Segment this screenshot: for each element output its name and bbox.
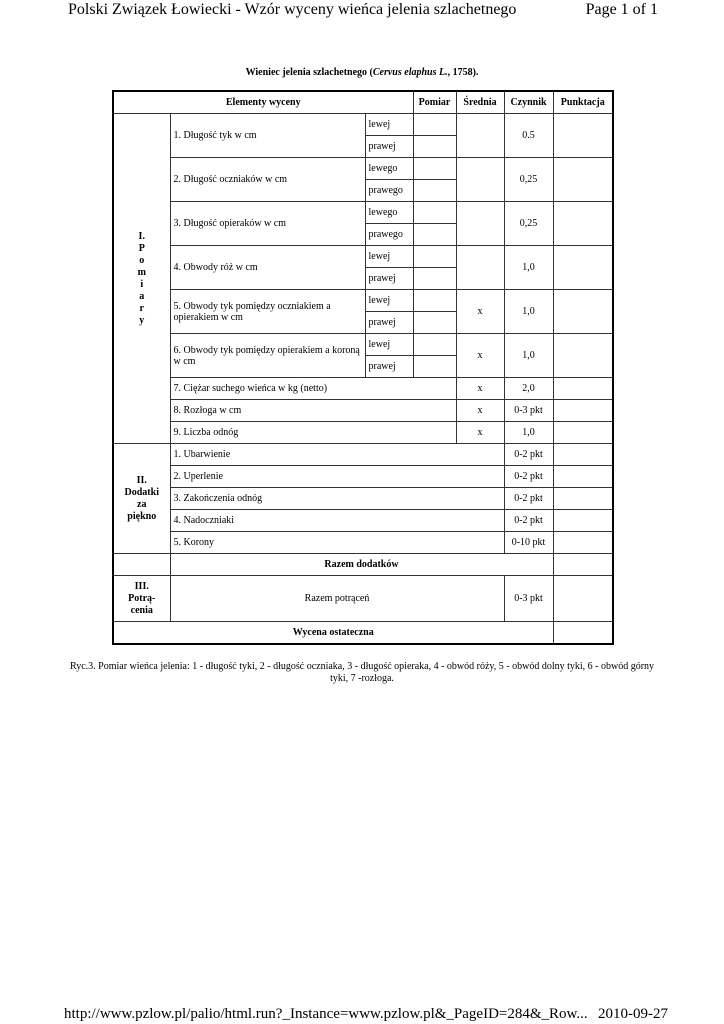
score-cell [553, 488, 613, 510]
measure-cell [413, 158, 456, 180]
table-row [113, 334, 613, 356]
average-cell [456, 114, 504, 158]
side-label: prawego [365, 180, 413, 202]
header-average: Średnia [456, 91, 504, 114]
table-row [113, 158, 613, 180]
table-row [113, 488, 613, 510]
average-cell: x [456, 400, 504, 422]
score-cell [553, 400, 613, 422]
header-row [113, 91, 613, 114]
item-name: 5. Korony [170, 532, 504, 554]
score-cell [553, 158, 613, 202]
header-measure: Pomiar [413, 91, 456, 114]
item-name: 1. Ubarwienie [170, 444, 504, 466]
title-prefix: Wieniec jelenia szlachetnego ( [245, 67, 373, 78]
item-name: 2. Długość oczniaków w cm [170, 158, 365, 202]
factor-cell: 0-3 pkt [504, 576, 553, 622]
side-label: prawej [365, 136, 413, 158]
measure-cell [413, 180, 456, 202]
measure-cell [413, 246, 456, 268]
table-row [113, 290, 613, 312]
factor-cell: 0-2 pkt [504, 488, 553, 510]
factor-cell: 1,0 [504, 422, 553, 444]
side-label: lewej [365, 334, 413, 356]
document-title [0, 67, 724, 78]
item-name: 4. Obwody róż w cm [170, 246, 365, 290]
side-label: lewego [365, 158, 413, 180]
factor-cell: 0-2 pkt [504, 466, 553, 488]
side-label: prawej [365, 356, 413, 378]
factor-cell: 0-2 pkt [504, 510, 553, 532]
footer-date: 2010-09-27 [598, 1006, 668, 1022]
side-label: lewej [365, 290, 413, 312]
final-label: Wycena ostateczna [113, 622, 553, 644]
item-name: 1. Długość tyk w cm [170, 114, 365, 158]
title-suffix: , 1758). [447, 67, 479, 78]
side-label: lewej [365, 114, 413, 136]
footer-url: http://www.pzlow.pl/palio/html.run?_Instance=www.pzlow.pl&_PageID=284&_Row... [64, 1006, 588, 1022]
measure-cell [413, 268, 456, 290]
item-name: 5. Obwody tyk pomiędzy oczniakiem a opierakiem w cm [170, 290, 365, 334]
score-cell [553, 444, 613, 466]
score-cell [553, 378, 613, 400]
page-number: Page 1 of 1 [585, 1, 658, 18]
measure-cell [413, 312, 456, 334]
header-elements: Elementy wyceny [113, 91, 413, 114]
final-row [113, 622, 613, 644]
average-cell: x [456, 378, 504, 400]
score-cell [553, 290, 613, 334]
item-name: 3. Długość opieraków w cm [170, 202, 365, 246]
factor-cell: 0,25 [504, 202, 553, 246]
section-label-bonuses: II. Dodatki za piękno [113, 444, 170, 554]
factor-cell: 0-3 pkt [504, 400, 553, 422]
side-label: prawej [365, 312, 413, 334]
factor-cell: 1,0 [504, 334, 553, 378]
score-cell [553, 422, 613, 444]
item-name: 7. Ciężar suchego wieńca w kg (netto) [170, 378, 456, 400]
item-name: 2. Uperlenie [170, 466, 504, 488]
measure-cell [413, 290, 456, 312]
measure-cell [413, 202, 456, 224]
empty-cell [113, 554, 170, 576]
score-cell [553, 510, 613, 532]
item-name: 9. Liczba odnóg [170, 422, 456, 444]
table-row [113, 532, 613, 554]
table-row [113, 466, 613, 488]
table-row [113, 378, 613, 400]
item-name: 4. Nadoczniaki [170, 510, 504, 532]
side-label: lewego [365, 202, 413, 224]
average-cell [456, 246, 504, 290]
score-cell [553, 576, 613, 622]
section-label-deductions: III. Potrą- cenia [113, 576, 170, 622]
factor-cell: 1,0 [504, 290, 553, 334]
table-row [113, 246, 613, 268]
item-name: 8. Rozłoga w cm [170, 400, 456, 422]
score-cell [553, 622, 613, 644]
score-cell [553, 532, 613, 554]
section-label-measurements: I. P o m i a r y [113, 114, 170, 444]
factor-cell: 0-10 pkt [504, 532, 553, 554]
side-label: prawego [365, 224, 413, 246]
header-factor: Czynnik [504, 91, 553, 114]
measure-cell [413, 334, 456, 356]
deductions-label: Razem potrąceń [170, 576, 504, 622]
table-row [113, 400, 613, 422]
table-row [113, 444, 613, 466]
score-cell [553, 246, 613, 290]
average-cell: x [456, 422, 504, 444]
factor-cell: 0.5 [504, 114, 553, 158]
figure-caption: Ryc.3. Pomiar wieńca jelenia: 1 - długość tyki, 2 - długość oczniaka, 3 - długość opieraka, 4 - obwód róży, 5 - obwód dolny tyki, 6 - obwód górny tyki, 7 -rozłoga. [69, 661, 655, 684]
table-row [113, 422, 613, 444]
measure-cell [413, 224, 456, 246]
browser-print-title: Polski Związek Łowiecki - Wzór wyceny wieńca jelenia szlachetnego [68, 1, 517, 18]
item-name: 3. Zakończenia odnóg [170, 488, 504, 510]
score-cell [553, 114, 613, 158]
factor-cell: 0-2 pkt [504, 444, 553, 466]
measure-cell [413, 114, 456, 136]
bonus-total-label: Razem dodatków [170, 554, 553, 576]
table-row [113, 202, 613, 224]
average-cell [456, 158, 504, 202]
score-cell [553, 554, 613, 576]
factor-cell: 0,25 [504, 158, 553, 202]
measure-cell [413, 356, 456, 378]
factor-cell: 1,0 [504, 246, 553, 290]
deductions-row [113, 576, 613, 622]
factor-cell: 2,0 [504, 378, 553, 400]
measure-cell [413, 136, 456, 158]
species-name: Cervus elaphus L. [372, 67, 448, 78]
side-label: lewej [365, 246, 413, 268]
average-cell: x [456, 334, 504, 378]
score-cell [553, 466, 613, 488]
table-row [113, 510, 613, 532]
score-cell [553, 334, 613, 378]
header-score: Punktacja [553, 91, 613, 114]
side-label: prawej [365, 268, 413, 290]
average-cell [456, 202, 504, 246]
average-cell: x [456, 290, 504, 334]
bonus-total-row [113, 554, 613, 576]
table-row [113, 114, 613, 136]
evaluation-table [112, 90, 614, 645]
item-name: 6. Obwody tyk pomiędzy opierakiem a koroną w cm [170, 334, 365, 378]
score-cell [553, 202, 613, 246]
